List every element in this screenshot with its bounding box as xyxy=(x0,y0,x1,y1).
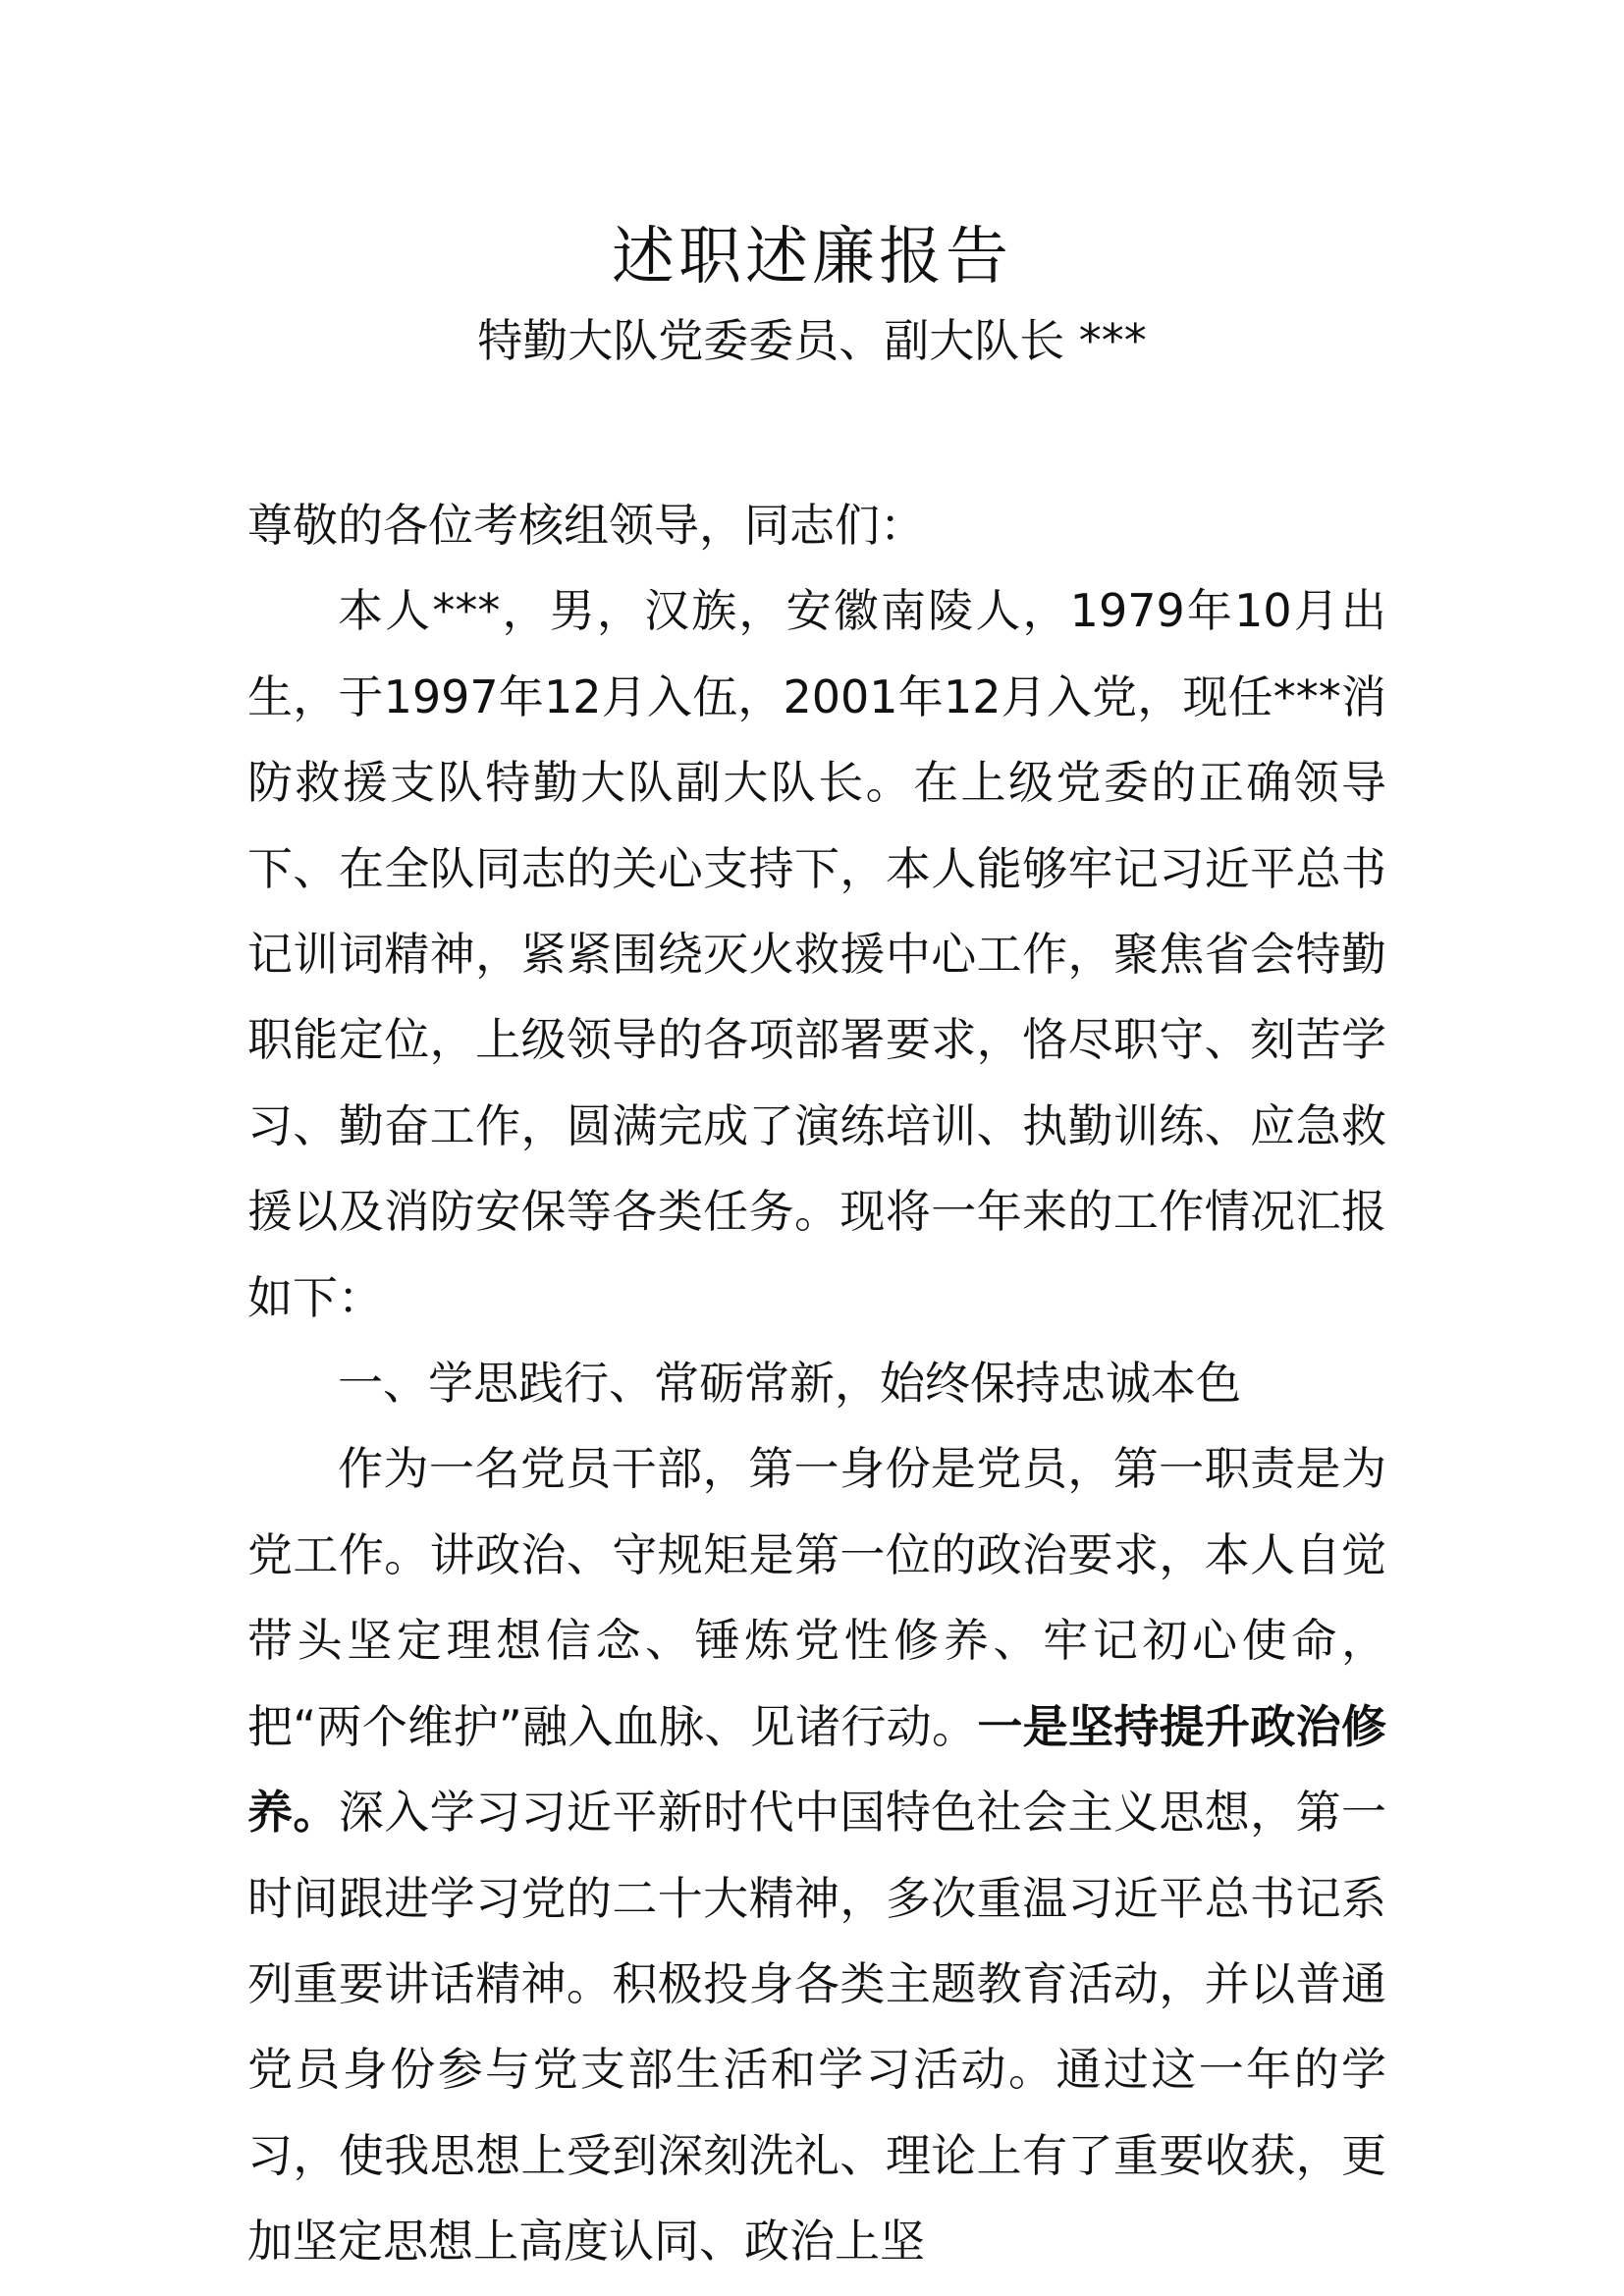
document-subtitle: 特勤大队党委委员、副大队长 *** xyxy=(477,314,1147,367)
section-1-paragraph xyxy=(247,1426,1386,2284)
salutation: 尊敬的各位考核组领导，同志们： xyxy=(247,499,925,552)
section-1-emphasis: 一是坚持提升政治修养。 xyxy=(247,1699,1386,1840)
intro-paragraph: 本人***，男，汉族，安徽南陵人，1979年10月出生，于1997年12月入伍，2001年12月入党，现任***消防救援支队特勤大队副大队长。在上级党委的正确领导下、在全队同志的关心支持下，本人能够牢记习近平总书记训词精神，紧紧围绕灭火救援中心工作，聚焦省会特勤职能定位，上级领导的各项部署要求，恪尽职守、刻苦学习、勤奋工作，圆满完成了演练培训、执勤训练、应急救援以及消防安保等各类任务。现将一年来的工作情况汇报如下： xyxy=(247,584,1386,1324)
document-body xyxy=(247,483,1386,2285)
section-1-heading: 一、学思践行、常砺常新，始终保持忠诚本色 xyxy=(338,1357,1241,1411)
section-1-text-start: 作为一名党员干部，第一身份是党员，第一职责是为党工作。讲政治、守规矩是第一位的政治要求，本人自觉带头坚定理想信念、锤炼党性修养、牢记初心使命，把“两个维护”融入血脉、见诸行动。 xyxy=(247,1442,1386,1753)
document-title: 述职述廉报告 xyxy=(612,221,1012,294)
section-1-text-rest: 深入学习习近平新时代中国特色社会主义思想，第一时间跟进学习党的二十大精神，多次重温习近平总书记系列重要讲话精神。积极投身各类主题教育活动，并以普通党员身份参与党支部生活和学习活动。通过这一年的学习，使我思想上受到深刻洗礼、理论上有了重要收获，更加坚定思想上高度认同、政治上坚 xyxy=(247,1786,1387,2269)
